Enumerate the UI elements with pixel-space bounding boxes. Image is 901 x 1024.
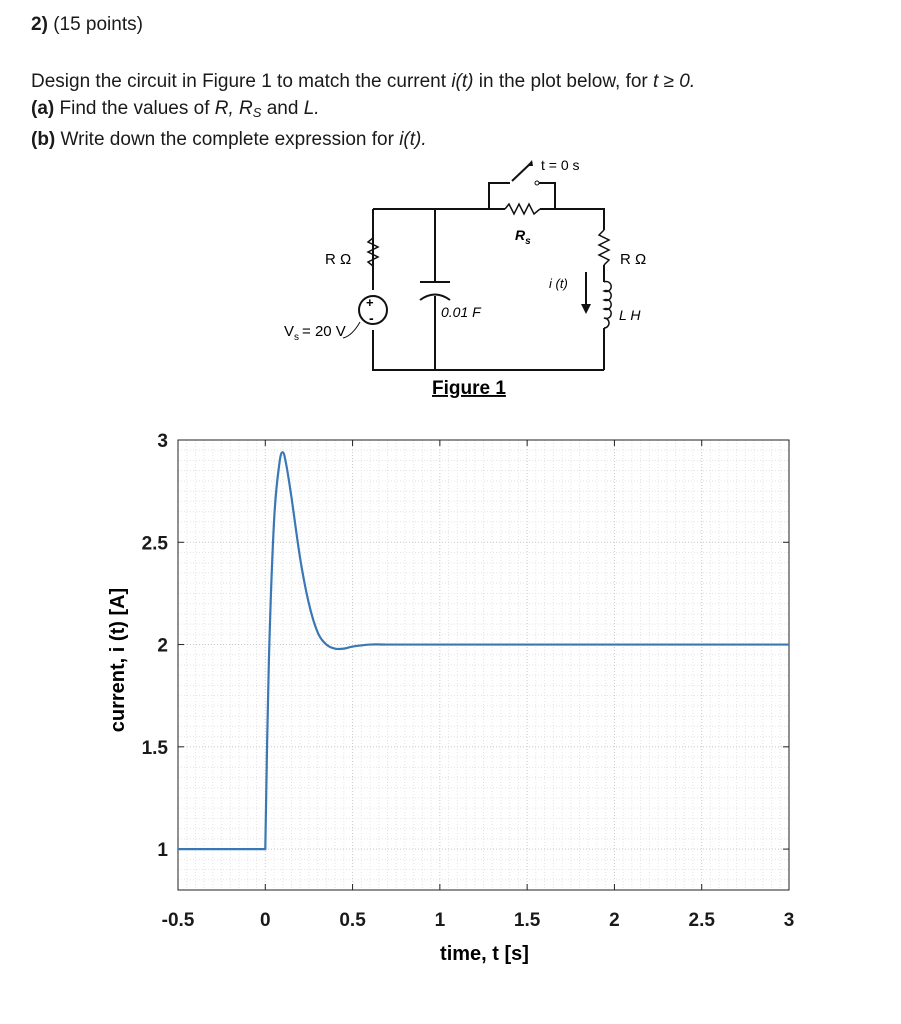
switch-contact: [535, 181, 539, 185]
intro-condition: t ≥ 0.: [653, 71, 696, 92]
x-tick-labels: [162, 910, 795, 931]
current-series-line: [178, 452, 789, 849]
switch-arrow-head: [527, 160, 533, 166]
wire-bottom: [373, 330, 604, 370]
source-minus: -: [369, 310, 374, 326]
x-tick-label: -0.5: [161, 910, 195, 931]
rs-label: $R_s$: [515, 227, 531, 247]
y-tick-label: 3: [157, 431, 168, 452]
left-resistor-label: R Ω: [325, 251, 352, 268]
inductor-label: L H: [619, 307, 641, 323]
source-label: $V_s = 20$ V: [284, 323, 346, 343]
current-arrow-head: [581, 304, 591, 314]
y-tick-label: 1: [157, 840, 168, 862]
switch-wire-right: [537, 183, 555, 209]
question-number: 2): [31, 14, 48, 35]
part-a-L: L.: [303, 98, 320, 119]
x-tick-label: 0: [259, 910, 271, 931]
x-tick-label: 0.5: [339, 910, 366, 931]
switch-wire-left: [489, 183, 510, 209]
switch-label: t = 0 s: [541, 157, 580, 173]
figure-caption: Figure 1: [432, 378, 506, 399]
right-resistor: [599, 230, 609, 265]
inductor: [604, 282, 611, 329]
part-a-vars: R, R: [214, 98, 253, 119]
y-axis-label: current, i (t) [A]: [107, 587, 129, 733]
intro-variable: i(t): [451, 71, 474, 92]
part-a-rest: and: [261, 98, 304, 119]
part-a-sub: S: [252, 105, 262, 120]
y-tick-label: 2: [157, 635, 168, 657]
x-axis-label: time, t [s]: [440, 943, 529, 965]
capacitor-label: 0.01 F: [441, 304, 481, 320]
x-tick-label: 1: [434, 910, 446, 931]
x-tick-label: 2.5: [688, 910, 715, 931]
y-tick-labels: [142, 431, 169, 861]
wire-top-right: [540, 209, 604, 230]
part-a-label: (a): [31, 98, 55, 119]
y-tick-label: 1.5: [141, 737, 168, 759]
plot-grid: [178, 440, 789, 890]
circuit-diagram: [0, 0, 901, 410]
part-b-var: i(t).: [399, 129, 427, 150]
current-label: i (t): [549, 276, 568, 291]
part-b-label: (b): [31, 129, 56, 150]
source-plus: +: [366, 295, 374, 310]
question-points: (15 points): [53, 14, 143, 35]
right-resistor-label: R Ω: [620, 251, 647, 268]
y-tick-label: 2.5: [141, 533, 168, 555]
part-b-text: Write down the complete expression for: [55, 129, 400, 150]
x-tick-label: 1.5: [513, 910, 541, 931]
plot-frame: [178, 440, 789, 890]
x-tick-label: 2: [609, 910, 620, 931]
intro-text: Design the circuit in Figure 1 to match the current: [31, 71, 452, 92]
intro-text-2: in the plot below, for: [473, 71, 654, 92]
part-a-text: Find the values of: [54, 98, 215, 119]
x-tick-label: 3: [783, 910, 795, 931]
plot-ticks: [178, 440, 789, 890]
rs-resistor: [505, 204, 540, 214]
